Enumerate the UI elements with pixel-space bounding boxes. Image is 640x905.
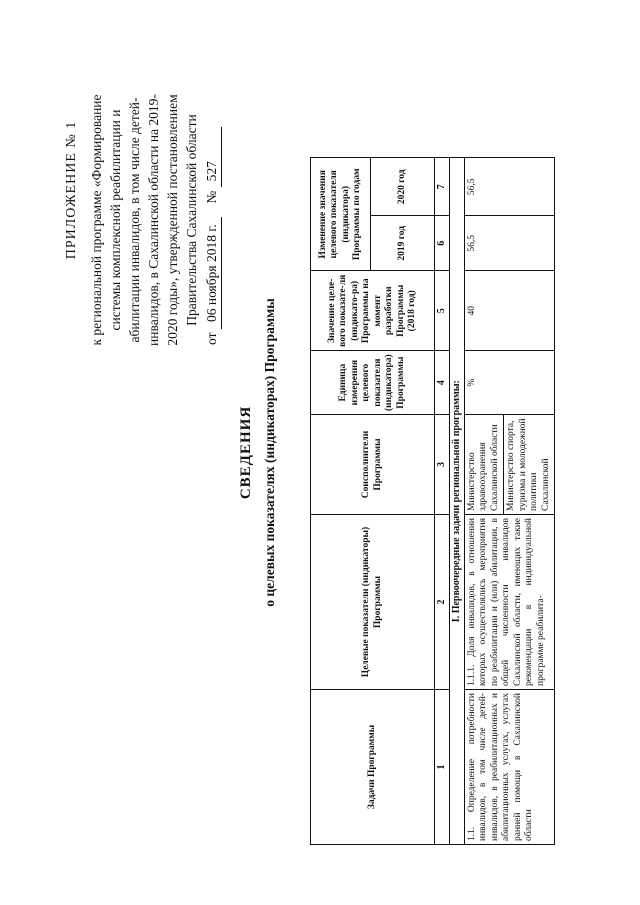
coexecutors-cell [464, 415, 555, 515]
document-heading: СВЕДЕНИЯ [238, 405, 254, 500]
appendix-line: абилитации инвалидов, в том числе детей- [127, 97, 142, 343]
appendix-block [62, 55, 222, 385]
column-number: 2 [435, 515, 450, 690]
number-prefix: № [204, 190, 219, 204]
column-number: 1 [435, 690, 450, 845]
column-number: 3 [435, 415, 450, 515]
unit-cell: % [464, 351, 555, 415]
column-number: 4 [435, 351, 450, 415]
header-unit: Единица измерения целевого показателя (индикатора) Программы [311, 351, 435, 415]
column-number: 7 [435, 158, 450, 216]
coexecutor-sport: Министерство спорта, туризма и молодежной политики Сахалинской [503, 415, 554, 514]
header-coexecutors: Соисполнители Программы [311, 415, 435, 515]
section-title: I. Первоочередные задачи региональной программы: [450, 158, 465, 845]
appendix-line: 2020 годы», утвержденной постановлением [165, 94, 180, 346]
value-2019-cell: 56,5 [464, 216, 555, 271]
header-year-2020: 2020 год [371, 158, 435, 216]
coexecutor-health: Министерство здравоохранения Сахалинской области [466, 424, 500, 511]
appendix-line: системы комплексной реабилитации и [108, 109, 123, 331]
appendix-title: ПРИЛОЖЕНИЕ № 1 [64, 120, 79, 260]
header-base-value: Значение целе-вого показате-ля (индикато-ра) Программы на момент разработки Программы (2018 год) [311, 271, 435, 351]
date-prefix: от [204, 332, 219, 345]
appendix-line: Правительства Сахалинской области [184, 114, 199, 326]
section-row [450, 158, 465, 845]
base-value-cell: 40 [464, 271, 555, 351]
appendix-line: инвалидов, в Сахалинской области на 2019- [146, 94, 161, 346]
document-subheading: о целевых показателях (индикаторах) Программы [262, 298, 277, 607]
header-year-2019: 2019 год [371, 216, 435, 271]
header-tasks: Задачи Программы [311, 690, 435, 845]
indicator-cell: 1.1.1. Доля инвалидов, в отношении которых осуществлялись мероприятия по реабилитации и (или) абилитации, в общей численности инвалидов Сахалинской области, имеющих такие рекомендации в индивидуальной программе реабилита- [464, 515, 555, 690]
header-indicators: Целевые показатели (индикаторы) Программы [311, 515, 435, 690]
resolution-number: 527 [202, 127, 222, 187]
header-changes-by-year: Изменение значения целевого показателя (индикатора) Программы по годам [311, 158, 371, 271]
indicators-table [310, 157, 555, 845]
column-number: 6 [435, 216, 450, 271]
value-2020-cell: 56,5 [464, 158, 555, 216]
resolution-date: 06 ноября 2018 г. [202, 217, 222, 329]
column-numbers-row [435, 158, 450, 845]
table-row [464, 158, 555, 845]
column-number: 5 [435, 271, 450, 351]
appendix-dateline [202, 55, 222, 345]
task-cell: 1.1. Определение потребности инвалидов, в том числе детей-инвалидов, в реабилитационных и абилитационных услугах, услугах ранней помощи в Сахалинской области [464, 690, 555, 845]
appendix-line: к региональной программе «Формирование [89, 94, 104, 346]
